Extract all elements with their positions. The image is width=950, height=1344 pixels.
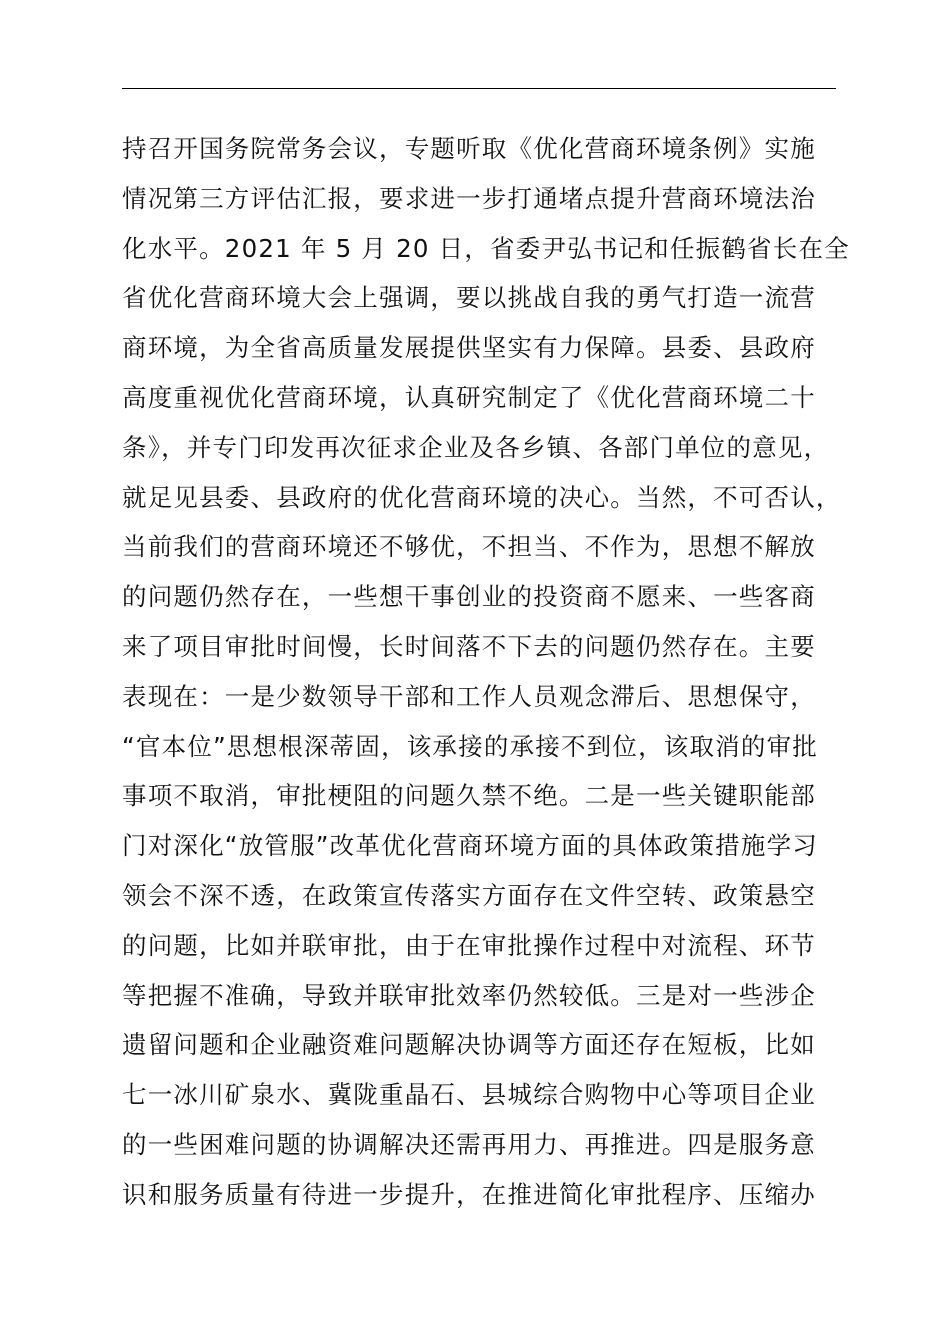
text-line: 领会不深不透，在政策宣传落实方面存在文件空转、政策悬空 bbox=[122, 880, 816, 910]
text-line: 等把握不准确，导致并联审批效率仍然较低。三是对一些涉企 bbox=[122, 980, 816, 1010]
text-line: 来了项目审批时间慢，长时间落不下去的问题仍然存在。主要 bbox=[122, 631, 816, 661]
text-line: 遗留问题和企业融资难问题解决协调等方面还存在短板，比如 bbox=[122, 1030, 816, 1060]
text-line: 当前我们的营商环境还不够优，不担当、不作为，思想不解放 bbox=[122, 532, 816, 562]
text-line: 条》，并专门印发再次征求企业及各乡镇、各部门单位的意见， bbox=[122, 432, 830, 462]
text-line: 事项不取消，审批梗阻的问题久禁不绝。二是一些关键职能部 bbox=[122, 781, 816, 811]
text-line: 商环境，为全省高质量发展提供坚实有力保障。县委、县政府 bbox=[122, 333, 816, 363]
text-line: 的问题仍然存在，一些想干事创业的投资商不愿来、一些客商 bbox=[122, 582, 816, 612]
text-line: 的问题，比如并联审批，由于在审批操作过程中对流程、环节 bbox=[122, 930, 816, 960]
text-line: 省优化营商环境大会上强调，要以挑战自我的勇气打造一流营 bbox=[122, 283, 816, 313]
text-line: 就足见县委、县政府的优化营商环境的决心。当然，不可否认， bbox=[122, 482, 842, 512]
body-text bbox=[122, 124, 862, 1220]
text-line: 的一些困难问题的协调解决还需再用力、再推进。四是服务意 bbox=[122, 1129, 816, 1159]
text-line: 情况第三方评估汇报，要求进一步打通堵点提升营商环境法治 bbox=[122, 183, 816, 213]
text-line: 表现在：一是少数领导干部和工作人员观念滞后、思想保守， bbox=[122, 681, 816, 711]
text-line: 高度重视优化营商环境，认真研究制定了《优化营商环境二十 bbox=[122, 382, 816, 412]
text-line: “官本位”思想根深蒂固，该承接的承接不到位，该取消的审批 bbox=[122, 731, 818, 761]
text-line: 门对深化“放管服”改革优化营商环境方面的具体政策措施学习 bbox=[122, 831, 818, 861]
text-line: 识和服务质量有待进一步提升，在推进简化审批程序、压缩办 bbox=[122, 1179, 816, 1209]
text-line: 化水平。2021 年 5 月 20 日，省委尹弘书记和任振鹤省长在全 bbox=[122, 233, 850, 263]
text-line: 持召开国务院常务会议，专题听取《优化营商环境条例》实施 bbox=[122, 134, 816, 163]
text-line: 七一冰川矿泉水、冀陇重晶石、县城综合购物中心等项目企业 bbox=[122, 1080, 816, 1110]
header-rule bbox=[122, 88, 836, 89]
